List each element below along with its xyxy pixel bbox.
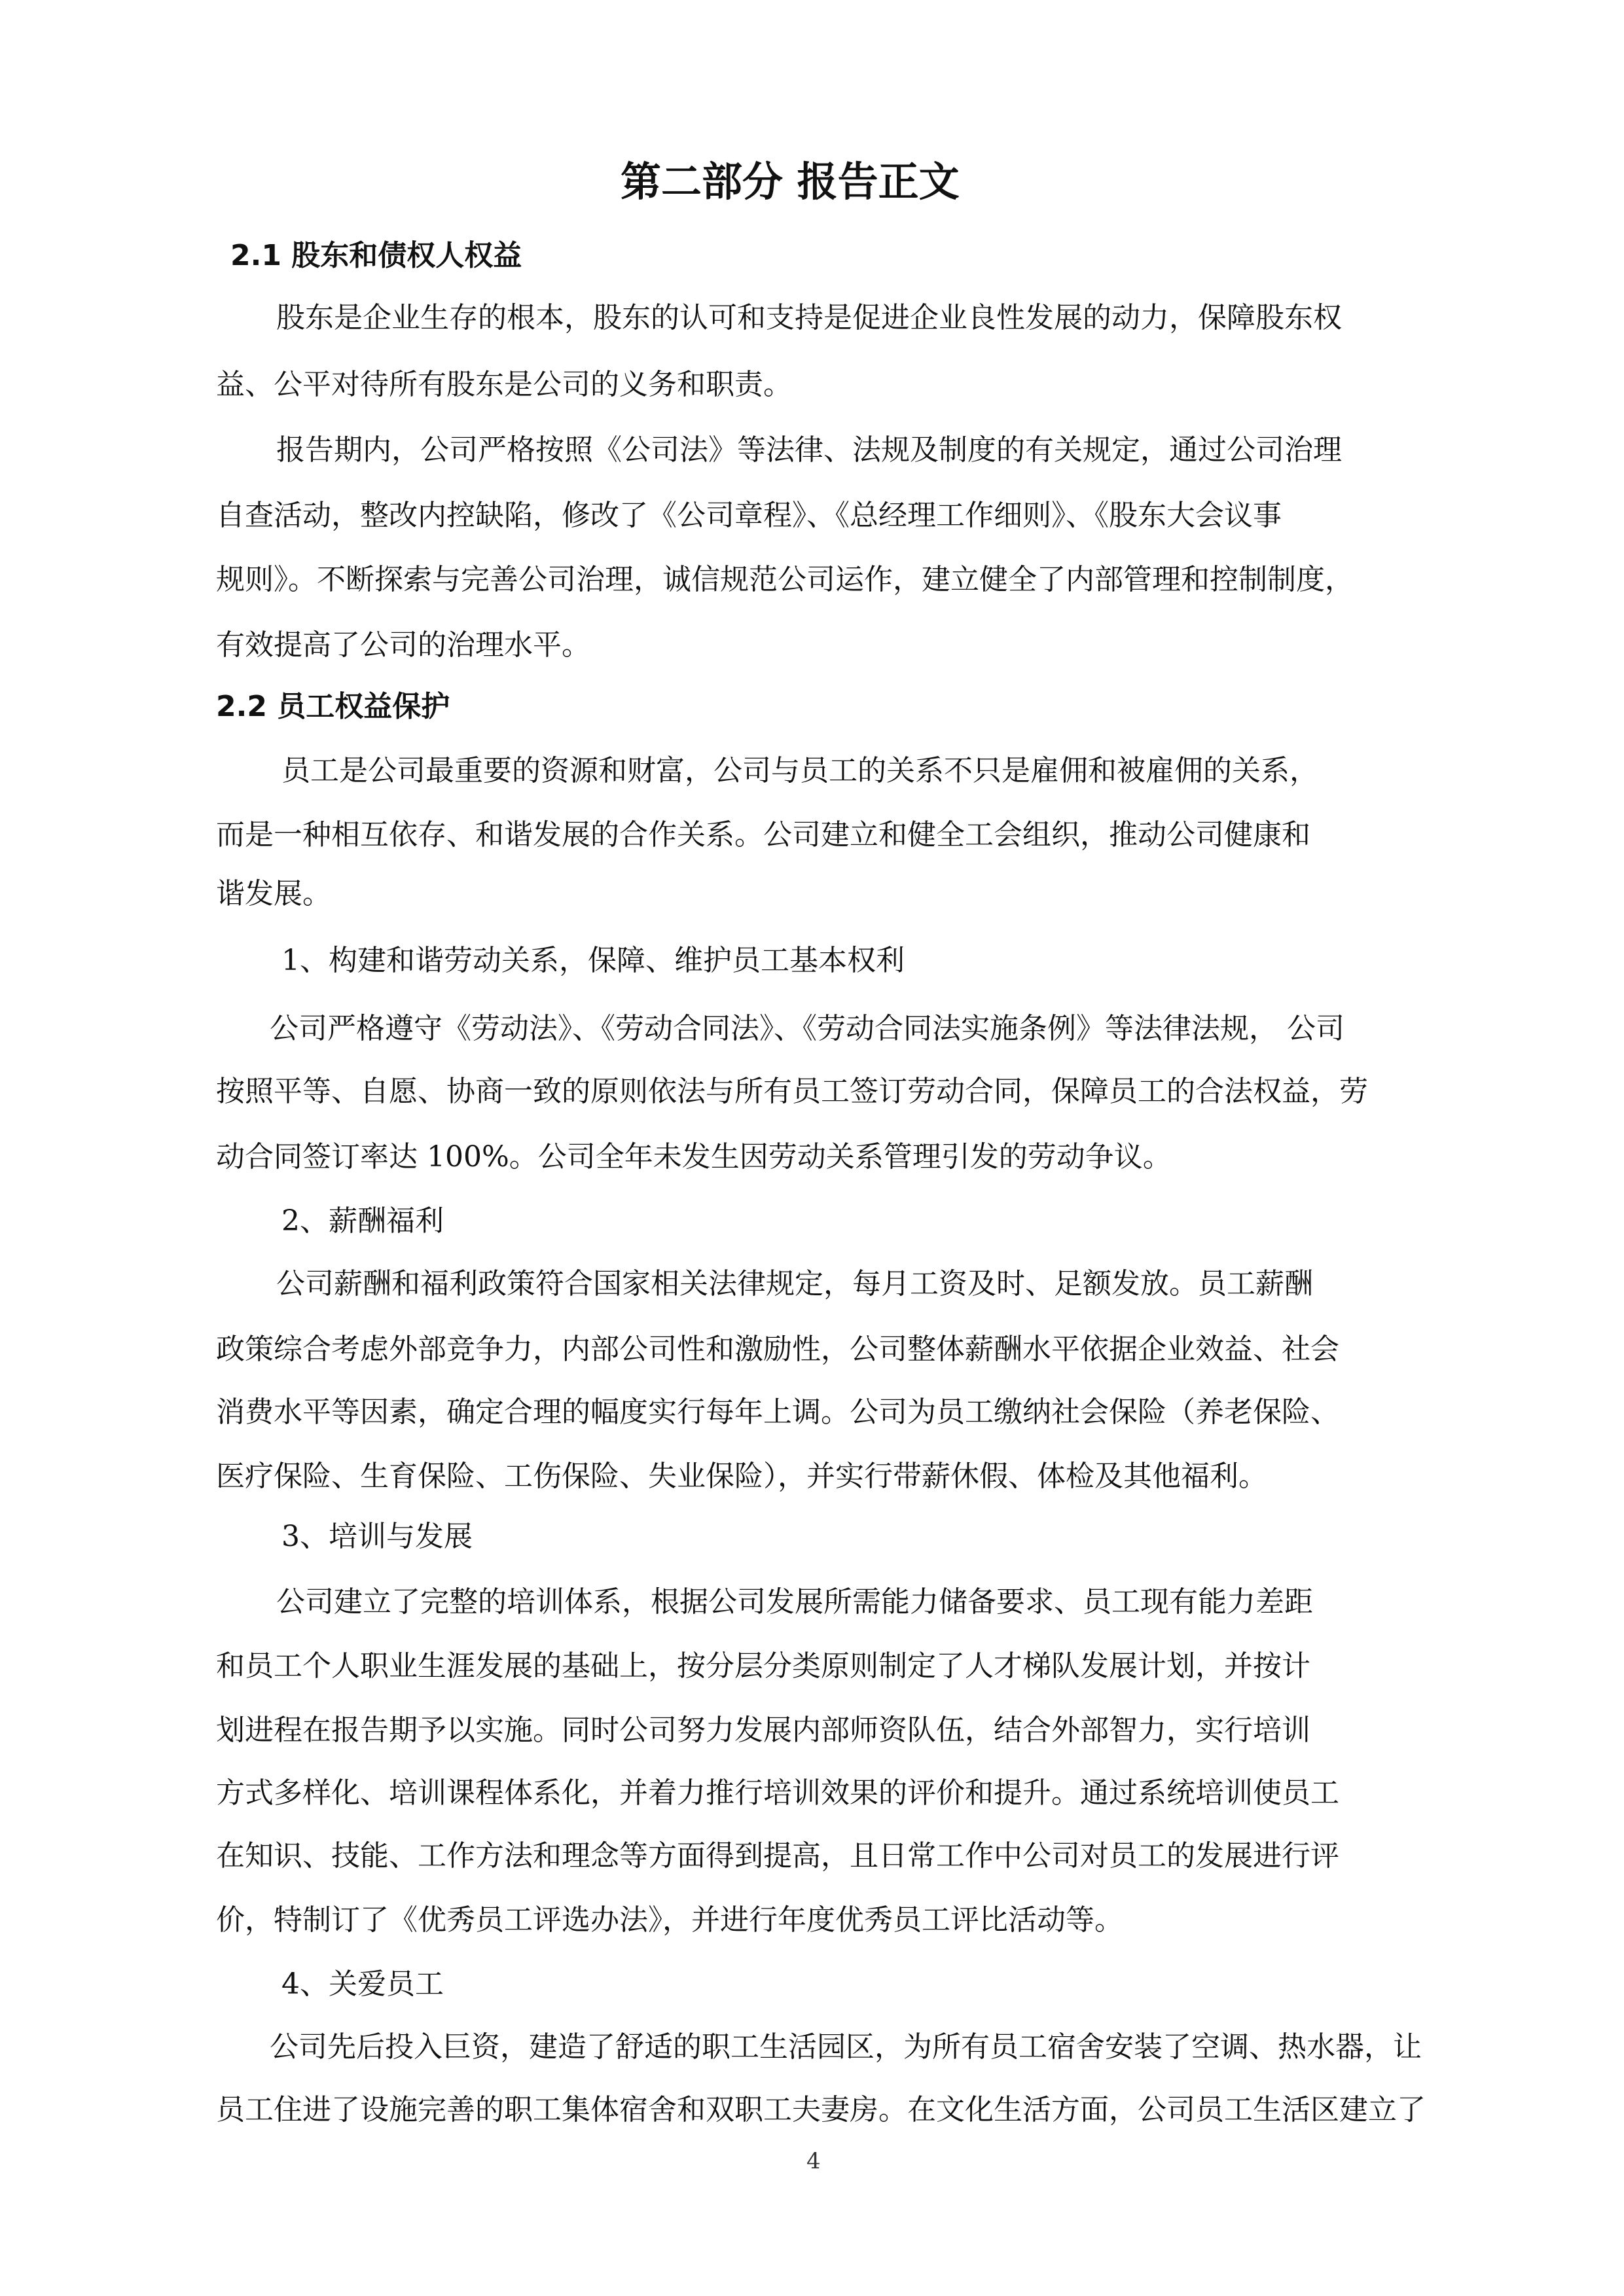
paragraph-line: 公司严格遵守《劳动法》、《劳动合同法》、《劳动合同法实施条例》等法律法规， 公司 [270, 1012, 1344, 1045]
paragraph-line: 公司先后投入巨资，建造了舒适的职工生活园区，为所有员工宿舍安装了空调、热水器，让 [270, 2030, 1422, 2064]
page-title: 第二部分 报告正文 [621, 158, 960, 206]
paragraph-line: 按照平等、自愿、协商一致的原则依法与所有员工签订劳动合同，保障员工的合法权益，劳 [216, 1075, 1368, 1108]
section-heading: 2.1 股东和债权人权益 [230, 239, 522, 272]
subsection-title: 4、关爱员工 [281, 1967, 444, 2001]
paragraph-line: 动合同签订率达 100%。公司全年未发生因劳动关系管理引发的劳动争议。 [216, 1140, 1172, 1174]
paragraph-line: 员工住进了设施完善的职工集体宿舍和双职工夫妻房。在文化生活方面，公司员工生活区建立了 [216, 2093, 1426, 2126]
paragraph-line: 医疗保险、生育保险、工伤保险、失业保险），并实行带薪休假、体检及其他福利。 [216, 1460, 1267, 1493]
paragraph-line: 和员工个人职业生涯发展的基础上，按分层分类原则制定了人才梯队发展计划，并按计 [216, 1649, 1310, 1683]
paragraph-line: 公司薪酬和福利政策符合国家相关法律规定，每月工资及时、足额发放。员工薪酬 [276, 1267, 1313, 1300]
subsection-title: 3、培训与发展 [281, 1520, 473, 1553]
page-number: 4 [806, 2148, 821, 2174]
paragraph-line: 方式多样化、培训课程体系化，并着力推行培训效果的评价和提升。通过系统培训使员工 [216, 1776, 1339, 1810]
subsection-title: 1、构建和谐劳动关系，保障、维护员工基本权利 [281, 944, 905, 977]
section-heading: 2.2 员工权益保护 [216, 690, 450, 723]
paragraph-line: 在知识、技能、工作方法和理念等方面得到提高，且日常工作中公司对员工的发展进行评 [216, 1839, 1339, 1873]
subsection-title: 2、薪酬福利 [281, 1204, 444, 1238]
paragraph-line: 划进程在报告期予以实施。同时公司努力发展内部师资队伍，结合外部智力，实行培训 [216, 1713, 1310, 1747]
paragraph-line: 谐发展。 [216, 877, 331, 910]
paragraph-line: 而是一种相互依存、和谐发展的合作关系。公司建立和健全工会组织，推动公司健康和 [216, 818, 1310, 852]
paragraph-line: 公司建立了完整的培训体系，根据公司发展所需能力储备要求、员工现有能力差距 [276, 1585, 1313, 1619]
paragraph-line: 政策综合考虑外部竞争力，内部公司性和激励性，公司整体薪酬水平依据企业效益、社会 [216, 1333, 1339, 1366]
paragraph-line: 员工是公司最重要的资源和财富，公司与员工的关系不只是雇佣和被雇佣的关系， [281, 754, 1318, 787]
paragraph-line: 报告期内，公司严格按照《公司法》等法律、法规及制度的有关规定，通过公司治理 [276, 433, 1342, 467]
paragraph-line: 消费水平等因素，确定合理的幅度实行每年上调。公司为员工缴纳社会保险（养老保险、 [216, 1395, 1339, 1429]
paragraph-line: 股东是企业生存的根本，股东的认可和支持是促进企业良性发展的动力，保障股东权 [276, 301, 1342, 334]
paragraph-line: 有效提高了公司的治理水平。 [216, 628, 590, 662]
paragraph-line: 自查活动，整改内控缺陷，修改了《公司章程》、《总经理工作细则》、《股东大会议事 [216, 499, 1282, 532]
paragraph-line: 规则》。不断探索与完善公司治理，诚信规范公司运作，建立健全了内部管理和控制制度， [216, 563, 1354, 596]
paragraph-line: 益、公平对待所有股东是公司的义务和职责。 [216, 368, 792, 401]
paragraph-line: 价，特制订了《优秀员工评选办法》，并进行年度优秀员工评比活动等。 [216, 1903, 1123, 1937]
